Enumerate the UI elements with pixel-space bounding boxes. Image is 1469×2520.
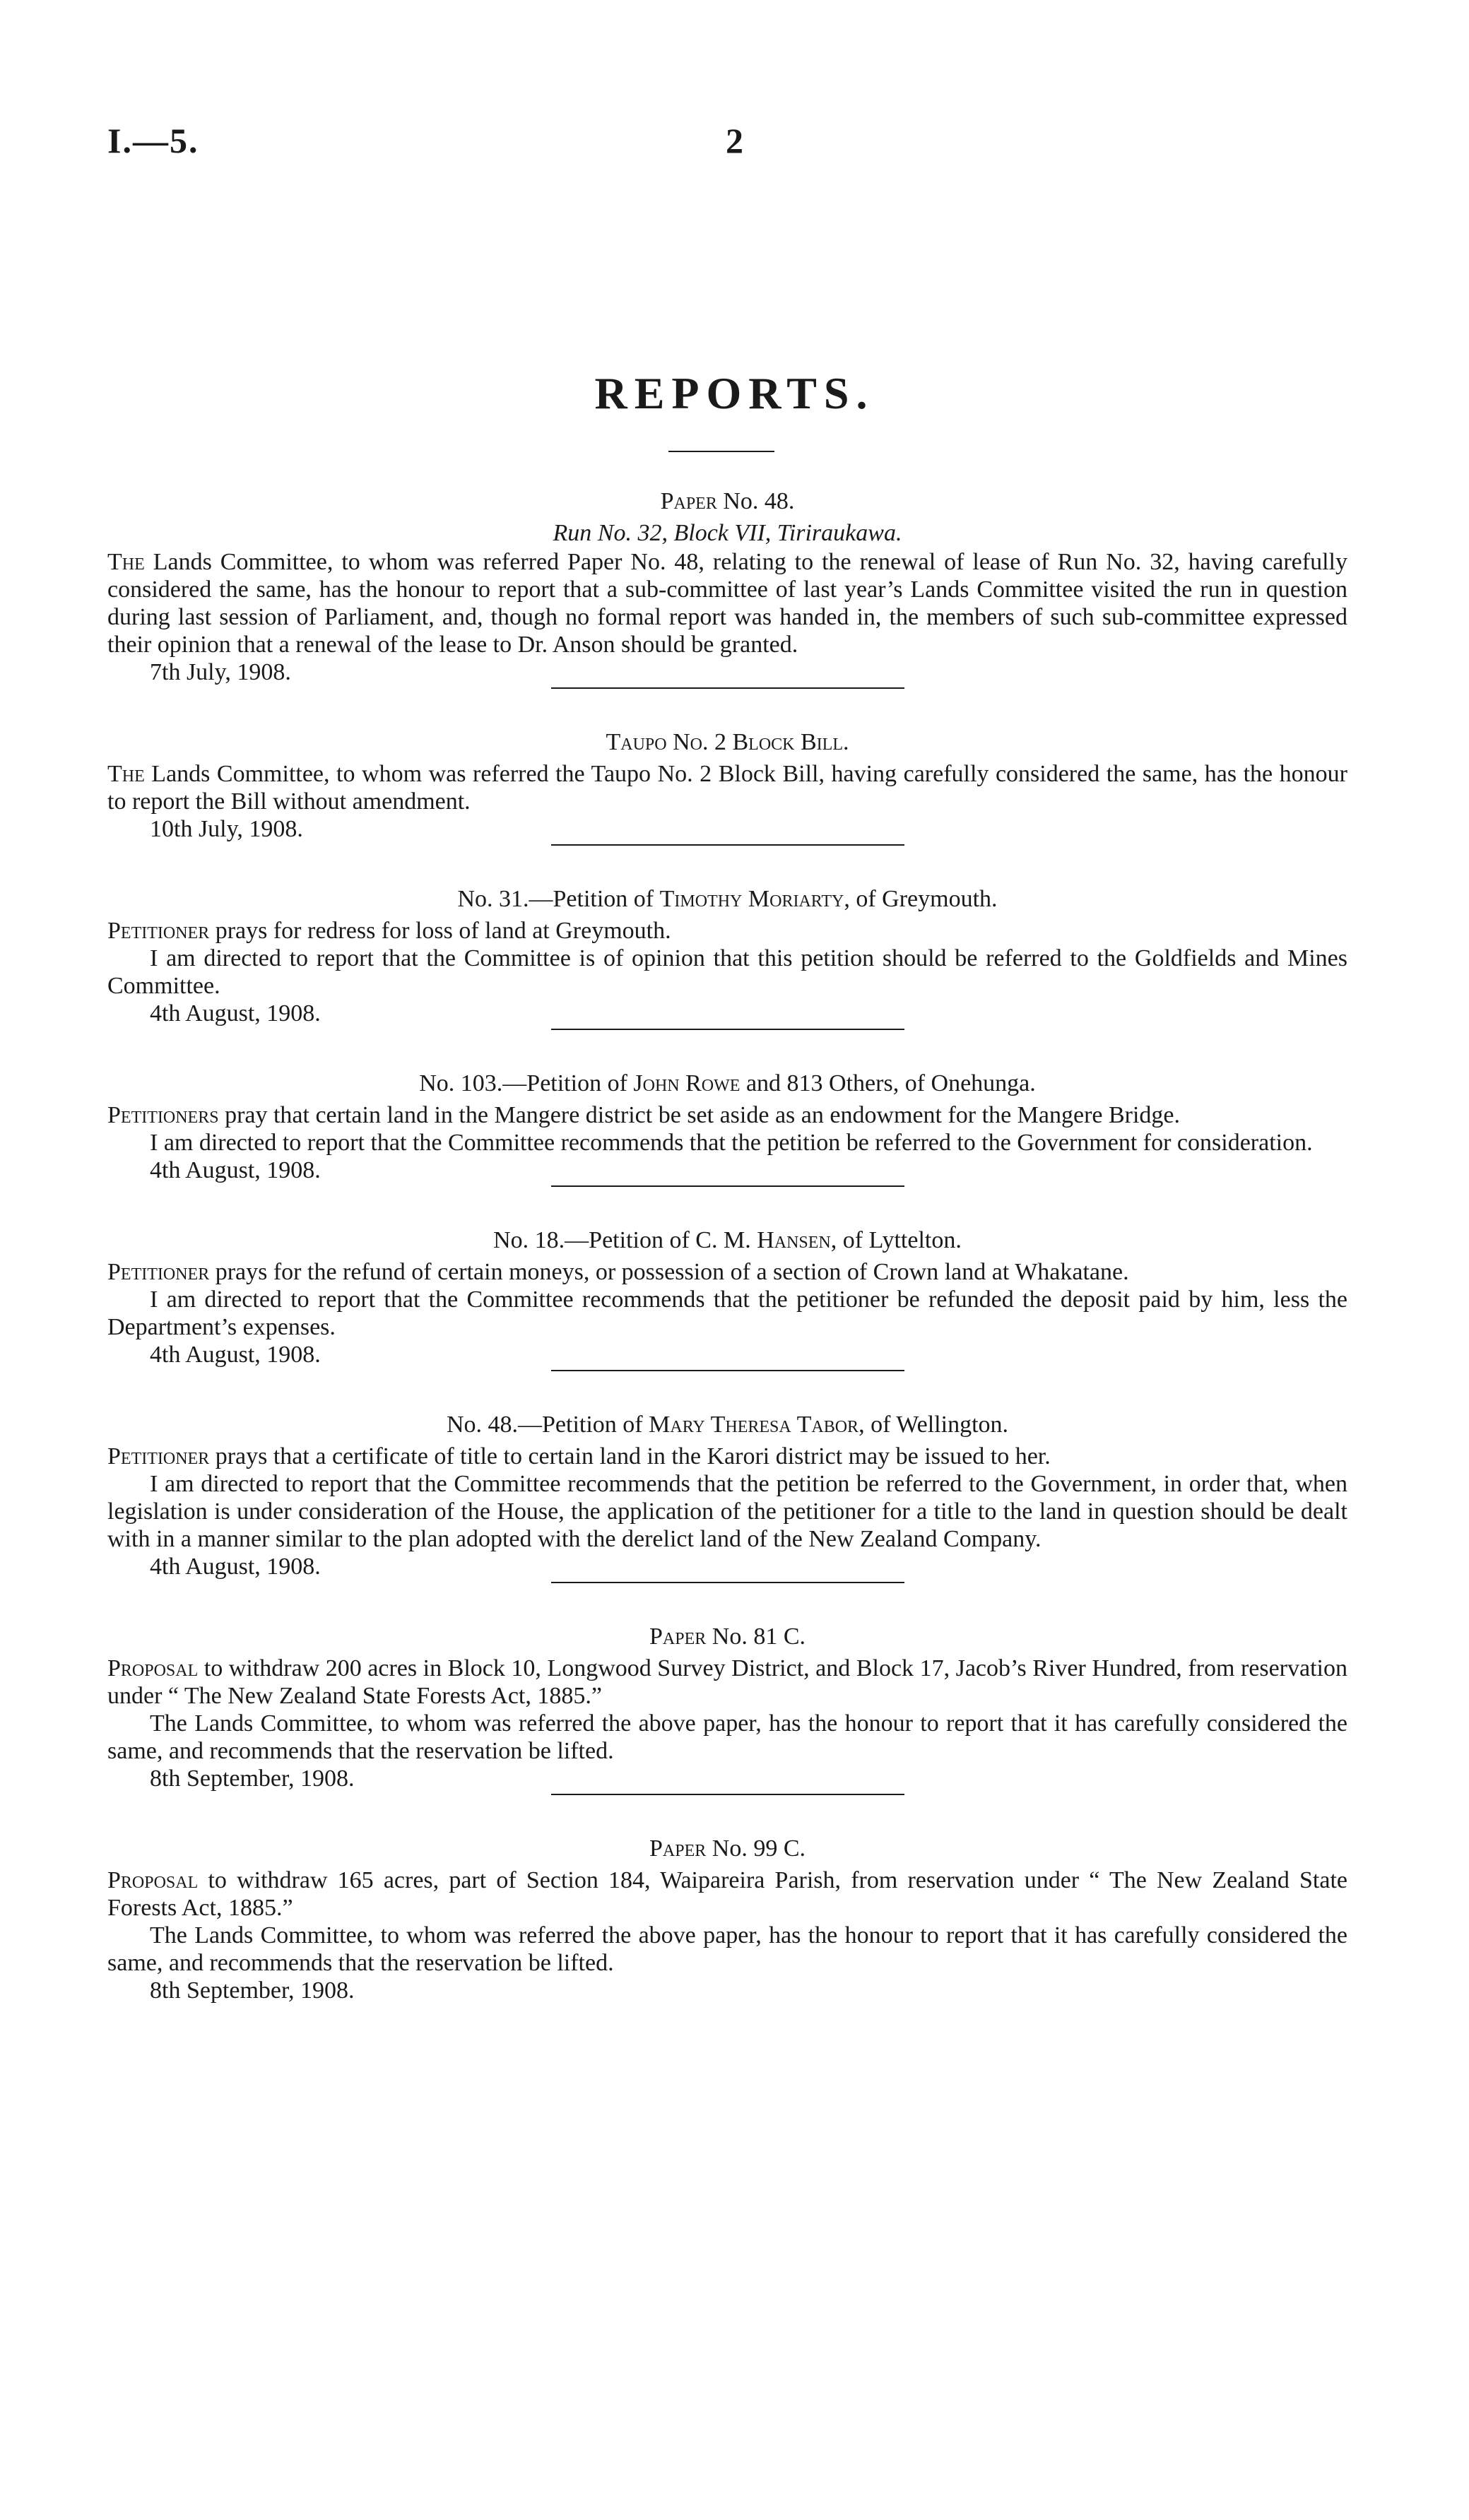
section-date: 4th August, 1908. xyxy=(150,1000,321,1027)
section-divider xyxy=(551,687,904,689)
section-heading: No. 18.—Petition of C. M. Hansen, of Lyttelton. xyxy=(493,1227,962,1253)
page-title: REPORTS. xyxy=(594,368,875,418)
section-lead-paragraph: Proposal to withdraw 165 acres, part of Section 184, Waipareira Parish, from reservation under “ The New Zealand State Forests Act, 1885.” xyxy=(107,1867,1347,1921)
section-lead-paragraph: The Lands Committee, to whom was referred Paper No. 48, relating to the renewal of lease of Run No. 32, having carefully considered the same, has the honour to report that a sub-committee of last year’s Lands Committee visited the run in question during last session of Parliament, and, though no formal report was handed in, the members of such sub-committee expressed their opinion that a renewal of the lease to Dr. Anson should be granted. xyxy=(107,549,1347,658)
report-paper-99c xyxy=(107,1835,1347,2004)
report-paper-81c xyxy=(107,1623,1347,1795)
section-lead-paragraph: The Lands Committee, to whom was referred the Taupo No. 2 Block Bill, having carefully considered the same, has the honour to report the Bill without amendment. xyxy=(107,761,1347,815)
page-reference: I.—5. xyxy=(107,121,199,160)
section-heading: No. 48.—Petition of Mary Theresa Tabor, of Wellington. xyxy=(446,1412,1009,1438)
section-heading: Paper No. 48. xyxy=(660,488,795,514)
section-date: 8th September, 1908. xyxy=(150,1765,355,1792)
section-subheading: Run No. 32, Block VII, Tiriraukawa. xyxy=(553,520,902,546)
section-body-paragraph: I am directed to report that the Committee recommends that the petition be referred to the Government, in order that, when legislation is under consideration of the House, the application of the petitioner for a title to the land in question should be dealt with in a manner similar to the plan adopted with the derelict land of the New Zealand Company. xyxy=(107,1471,1347,1552)
title-rule xyxy=(668,451,774,452)
section-divider xyxy=(551,1370,904,1371)
section-divider xyxy=(551,1794,904,1795)
section-heading: Paper No. 81 C. xyxy=(649,1623,806,1650)
section-date: 7th July, 1908. xyxy=(150,659,291,685)
section-heading: Paper No. 99 C. xyxy=(649,1835,806,1862)
section-lead-paragraph: Petitioner prays that a certificate of title to certain land in the Karori district may be issued to her. xyxy=(107,1443,1051,1469)
section-lead-paragraph: Proposal to withdraw 200 acres in Block 10, Longwood Survey District, and Block 17, Jacob’s River Hundred, from reservation under “ The New Zealand State Forests Act, 1885.” xyxy=(107,1655,1347,1709)
report-petition-31 xyxy=(107,885,1347,1030)
section-heading: No. 103.—Petition of John Rowe and 813 Others, of Onehunga. xyxy=(419,1070,1036,1096)
section-date: 4th August, 1908. xyxy=(150,1554,321,1580)
report-petition-48 xyxy=(107,1411,1347,1583)
section-divider xyxy=(551,1582,904,1583)
section-body-paragraph: I am directed to report that the Committee recommends that the petitioner be refunded the deposit paid by him, less the Department’s expenses. xyxy=(107,1286,1347,1340)
section-body-paragraph: The Lands Committee, to whom was referred the above paper, has the honour to report that it has carefully considered the same, and recommends that the reservation be lifted. xyxy=(107,1710,1347,1764)
section-divider xyxy=(551,1029,904,1030)
section-date: 10th July, 1908. xyxy=(150,816,303,842)
section-body-paragraph: I am directed to report that the Committee is of opinion that this petition should be referred to the Goldfields and Mines Committee. xyxy=(107,945,1347,999)
reports-content xyxy=(107,487,1347,2004)
section-heading: Taupo No. 2 Block Bill. xyxy=(606,729,849,755)
section-date: 4th August, 1908. xyxy=(150,1157,321,1183)
section-divider xyxy=(551,1185,904,1187)
report-taupo-block-bill xyxy=(107,728,1347,846)
section-divider xyxy=(551,844,904,846)
report-petition-18 xyxy=(107,1226,1347,1371)
section-heading: No. 31.—Petition of Timothy Moriarty, of Greymouth. xyxy=(457,886,998,912)
section-date: 4th August, 1908. xyxy=(150,1342,321,1368)
section-date: 8th September, 1908. xyxy=(150,1977,355,2004)
page-number: 2 xyxy=(726,121,743,160)
section-body-paragraph: The Lands Committee, to whom was referred the above paper, has the honour to report that it has carefully considered the same, and recommends that the reservation be lifted. xyxy=(107,1922,1347,1976)
report-petition-103 xyxy=(107,1070,1347,1187)
section-lead-paragraph: Petitioner prays for the refund of certain moneys, or possession of a section of Crown land at Whakatane. xyxy=(107,1259,1129,1285)
section-body-paragraph: I am directed to report that the Committee recommends that the petition be referred to the Government for consideration. xyxy=(150,1130,1313,1156)
section-lead-paragraph: Petitioner prays for redress for loss of land at Greymouth. xyxy=(107,918,671,944)
section-lead-paragraph: Petitioners pray that certain land in the Mangere district be set aside as an endowment for the Mangere Bridge. xyxy=(107,1102,1181,1128)
report-paper-48 xyxy=(107,487,1347,689)
